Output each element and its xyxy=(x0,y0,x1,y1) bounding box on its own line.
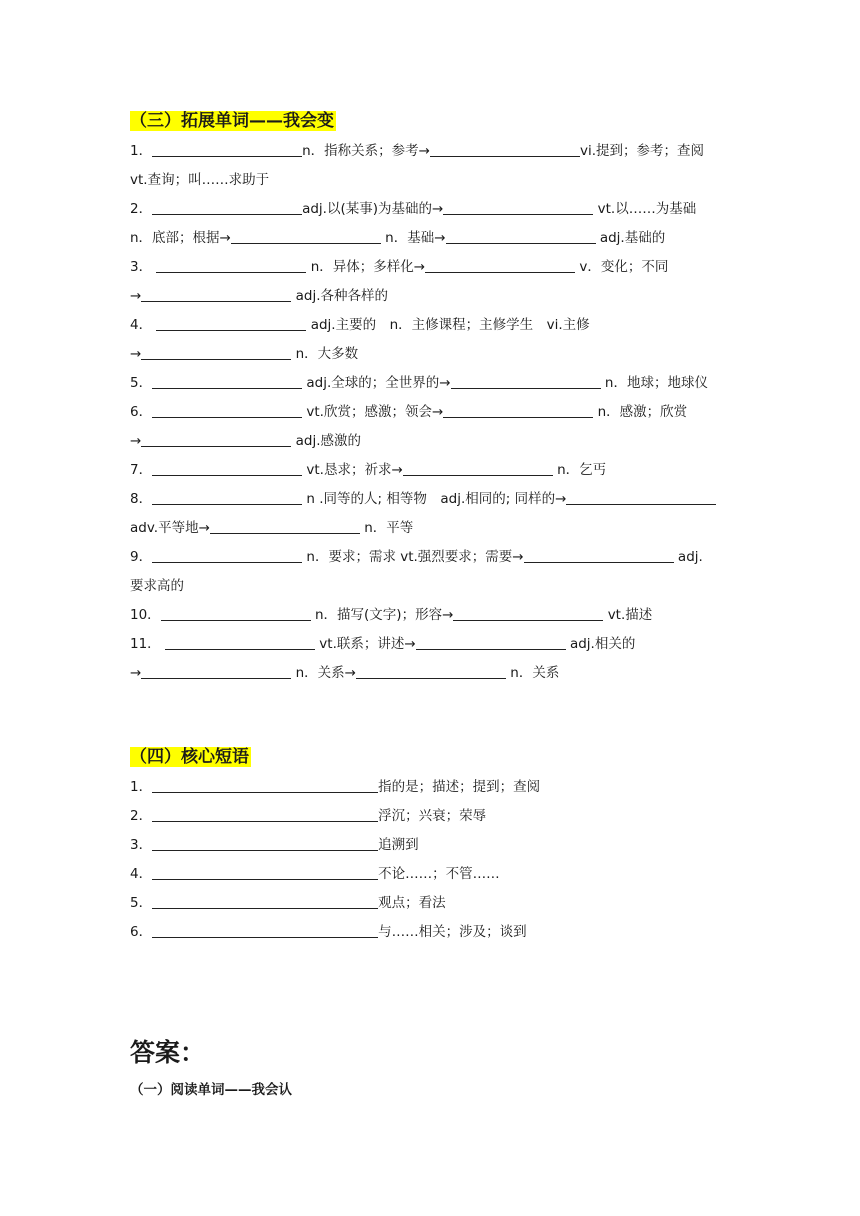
section3-item-2-line2: n．底部；根据→ n．基础→ adj.基础的 xyxy=(130,224,730,253)
answer-blank[interactable] xyxy=(156,255,306,273)
section3-item-9-line1: 9． n．要求；需求 vt.强烈要求；需要→ adj. xyxy=(130,543,730,572)
answer-blank[interactable] xyxy=(231,226,381,244)
answer-blank[interactable] xyxy=(403,458,553,476)
answers-title: 答案： xyxy=(130,1038,206,1067)
answer-blank[interactable] xyxy=(356,661,506,679)
answer-blank[interactable] xyxy=(165,632,315,650)
answer-blank[interactable] xyxy=(451,371,601,389)
section3-body xyxy=(130,137,730,688)
answer-blank[interactable] xyxy=(152,891,378,909)
answer-blank[interactable] xyxy=(161,603,311,621)
section3-item-8-line1: 8． n .同等的人; 相等物 adj.相同的; 同样的→ xyxy=(130,485,730,514)
section3-item-10: 10． n．描写(文字)；形容→ vt.描述 xyxy=(130,601,730,630)
answer-blank[interactable] xyxy=(416,632,566,650)
answers-sub-heading: （一）阅读单词——我会认 xyxy=(130,1082,292,1098)
section3-item-6-line1: 6． vt.欣赏；感激；领会→ n．感激；欣赏 xyxy=(130,398,730,427)
answer-blank[interactable] xyxy=(443,197,593,215)
section3-item-2-line1: 2． adj.以(某事)为基础的→ vt.以……为基础 xyxy=(130,195,730,224)
answer-blank[interactable] xyxy=(453,603,603,621)
section3-item-4-line2: → n．大多数 xyxy=(130,340,730,369)
answer-blank[interactable] xyxy=(141,429,291,447)
section3-item-9-line2: 要求高的 xyxy=(130,578,184,594)
answer-blank[interactable] xyxy=(152,833,378,851)
answer-blank[interactable] xyxy=(524,545,674,563)
answer-blank[interactable] xyxy=(152,545,302,563)
phrase-item-2: 2． 浮沉；兴衰；荣辱 xyxy=(130,802,730,831)
answer-blank[interactable] xyxy=(152,197,302,215)
answer-blank[interactable] xyxy=(152,775,378,793)
answer-blank[interactable] xyxy=(141,284,291,302)
section3-item-6-line2: → adj.感激的 xyxy=(130,427,730,456)
section3-item-1-line2: vt.查询；叫……求助于 xyxy=(130,172,270,188)
section3-item-8-line2: adv.平等地→ n．平等 xyxy=(130,514,730,543)
phrase-item-6: 6． 与……相关；涉及；谈到 xyxy=(130,918,730,947)
answer-blank[interactable] xyxy=(152,862,378,880)
answer-blank[interactable] xyxy=(566,487,716,505)
phrase-item-5: 5． 观点；看法 xyxy=(130,889,730,918)
answer-blank[interactable] xyxy=(141,342,291,360)
answer-blank[interactable] xyxy=(152,804,378,822)
phrase-item-3: 3． 追溯到 xyxy=(130,831,730,860)
answer-blank[interactable] xyxy=(430,139,580,157)
answer-blank[interactable] xyxy=(446,226,596,244)
section3-item-3-line2: → adj.各种各样的 xyxy=(130,282,730,311)
answer-blank[interactable] xyxy=(443,400,593,418)
section4-heading-text: （四）核心短语 xyxy=(130,747,249,767)
section4-body xyxy=(130,773,730,947)
answer-blank[interactable] xyxy=(210,516,360,534)
answer-blank[interactable] xyxy=(156,313,306,331)
section4-heading xyxy=(130,744,251,770)
answer-blank[interactable] xyxy=(152,458,302,476)
section3-item-3-line1: 3． n．异体；多样化→ v．变化；不同 xyxy=(130,253,730,282)
phrase-item-4: 4． 不论……；不管…… xyxy=(130,860,730,889)
answer-blank[interactable] xyxy=(152,139,302,157)
answer-blank[interactable] xyxy=(152,371,302,389)
section3-item-11-line1: 11． vt.联系；讲述→ adj.相关的 xyxy=(130,630,730,659)
answer-blank[interactable] xyxy=(152,400,302,418)
section3-item-7: 7． vt.恳求；祈求→ n．乞丐 xyxy=(130,456,730,485)
section3-item-1-line1: 1． n．指称关系；参考→ vi.提到；参考；查阅 xyxy=(130,137,730,166)
section3-item-4-line1: 4． adj.主要的 n．主修课程；主修学生 vi.主修 xyxy=(130,311,730,340)
phrase-item-1: 1． 指的是；描述；提到；查阅 xyxy=(130,773,730,802)
answer-blank[interactable] xyxy=(425,255,575,273)
answer-blank[interactable] xyxy=(152,920,378,938)
answer-blank[interactable] xyxy=(152,487,302,505)
section3-item-5: 5． adj.全球的；全世界的→ n．地球；地球仪 xyxy=(130,369,730,398)
section3-heading xyxy=(130,108,336,134)
answer-blank[interactable] xyxy=(141,661,291,679)
section3-item-11-line2: → n．关系→ n．关系 xyxy=(130,659,730,688)
section3-heading-text: （三）拓展单词——我会变 xyxy=(130,111,334,131)
